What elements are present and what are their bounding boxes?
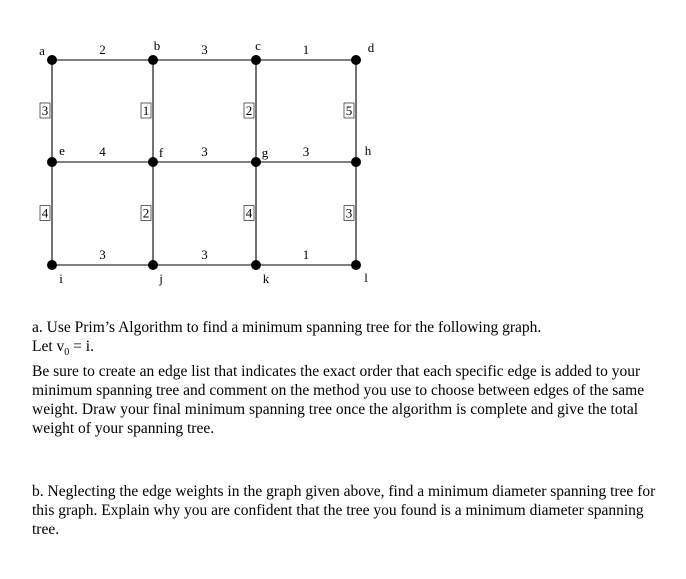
edge-weight-f-j: 2 <box>142 205 150 221</box>
node-label-l: l <box>364 270 368 285</box>
node-g <box>251 157 261 167</box>
edge-weight-c-d: 1 <box>302 42 310 57</box>
node-label-e: e <box>59 143 65 158</box>
edge-weight-g-h: 3 <box>302 144 310 159</box>
part-a-line1: a. Use Prim’s Algorithm to find a minimum spanning tree for the following graph. <box>32 319 542 336</box>
part-b-text: b. Neglecting the edge weights in the graph given above, find a minimum diameter spanning tree for this graph. Explain why you are confident that the tree you found is a minimum diameter spanning tree. <box>32 483 656 538</box>
edge-weight-j-k: 3 <box>201 247 208 262</box>
edge-weight-b-f: 1 <box>142 103 150 118</box>
edge-weight-h-l: 3 <box>345 205 353 221</box>
node-label-f: f <box>158 145 164 160</box>
node-label-h: h <box>364 143 372 158</box>
edge-weight-e-f: 4 <box>99 144 106 159</box>
edge-weight-i-j: 3 <box>99 247 106 262</box>
edge-weight-k-l: 1 <box>302 247 310 262</box>
edge-weight-b-c: 3 <box>201 42 208 57</box>
edge-weight-e-i: 4 <box>41 205 49 221</box>
node-i <box>47 260 57 270</box>
part-a-start-vertex: Let $v_0 = i$. <box>32 338 94 359</box>
edge-weight-d-h: 5 <box>345 103 353 118</box>
node-label-a: a <box>39 43 45 58</box>
node-l <box>351 260 361 270</box>
node-f <box>148 157 158 167</box>
node-k <box>251 260 261 270</box>
edge-weight-c-g: 2 <box>245 103 253 118</box>
node-label-b: b <box>153 38 161 53</box>
edge-weight-g-k: 4 <box>245 205 253 221</box>
node-label-k: k <box>262 271 270 286</box>
node-d <box>351 55 361 65</box>
node-b <box>148 55 158 65</box>
node-h <box>351 157 361 167</box>
edge-weight-a-b: 2 <box>99 42 106 57</box>
node-c <box>251 55 261 65</box>
node-e <box>47 157 57 167</box>
node-label-d: d <box>367 40 375 55</box>
node-j <box>148 260 158 270</box>
edges-layer <box>52 60 356 265</box>
part-a-instructions: Be sure to create an edge list that indicates the exact order that each specific edge is added to your minimum spanning tree and comment on the method you use to choose between edges of the same weight. Draw your final minimum spanning tree once the algorithm is complete and give the total weight of your spanning tree. <box>32 363 645 438</box>
node-label-g: g <box>261 145 269 160</box>
node-label-c: c <box>255 38 261 53</box>
edge-weight-a-e: 3 <box>41 103 49 118</box>
question-part-a <box>32 318 662 438</box>
node-a <box>47 55 57 65</box>
question-part-b <box>32 482 662 539</box>
node-label-i: i <box>59 271 63 286</box>
edge-weights-layer <box>40 42 354 262</box>
edge-weight-f-g: 3 <box>201 144 208 159</box>
node-label-j: j <box>159 271 163 286</box>
